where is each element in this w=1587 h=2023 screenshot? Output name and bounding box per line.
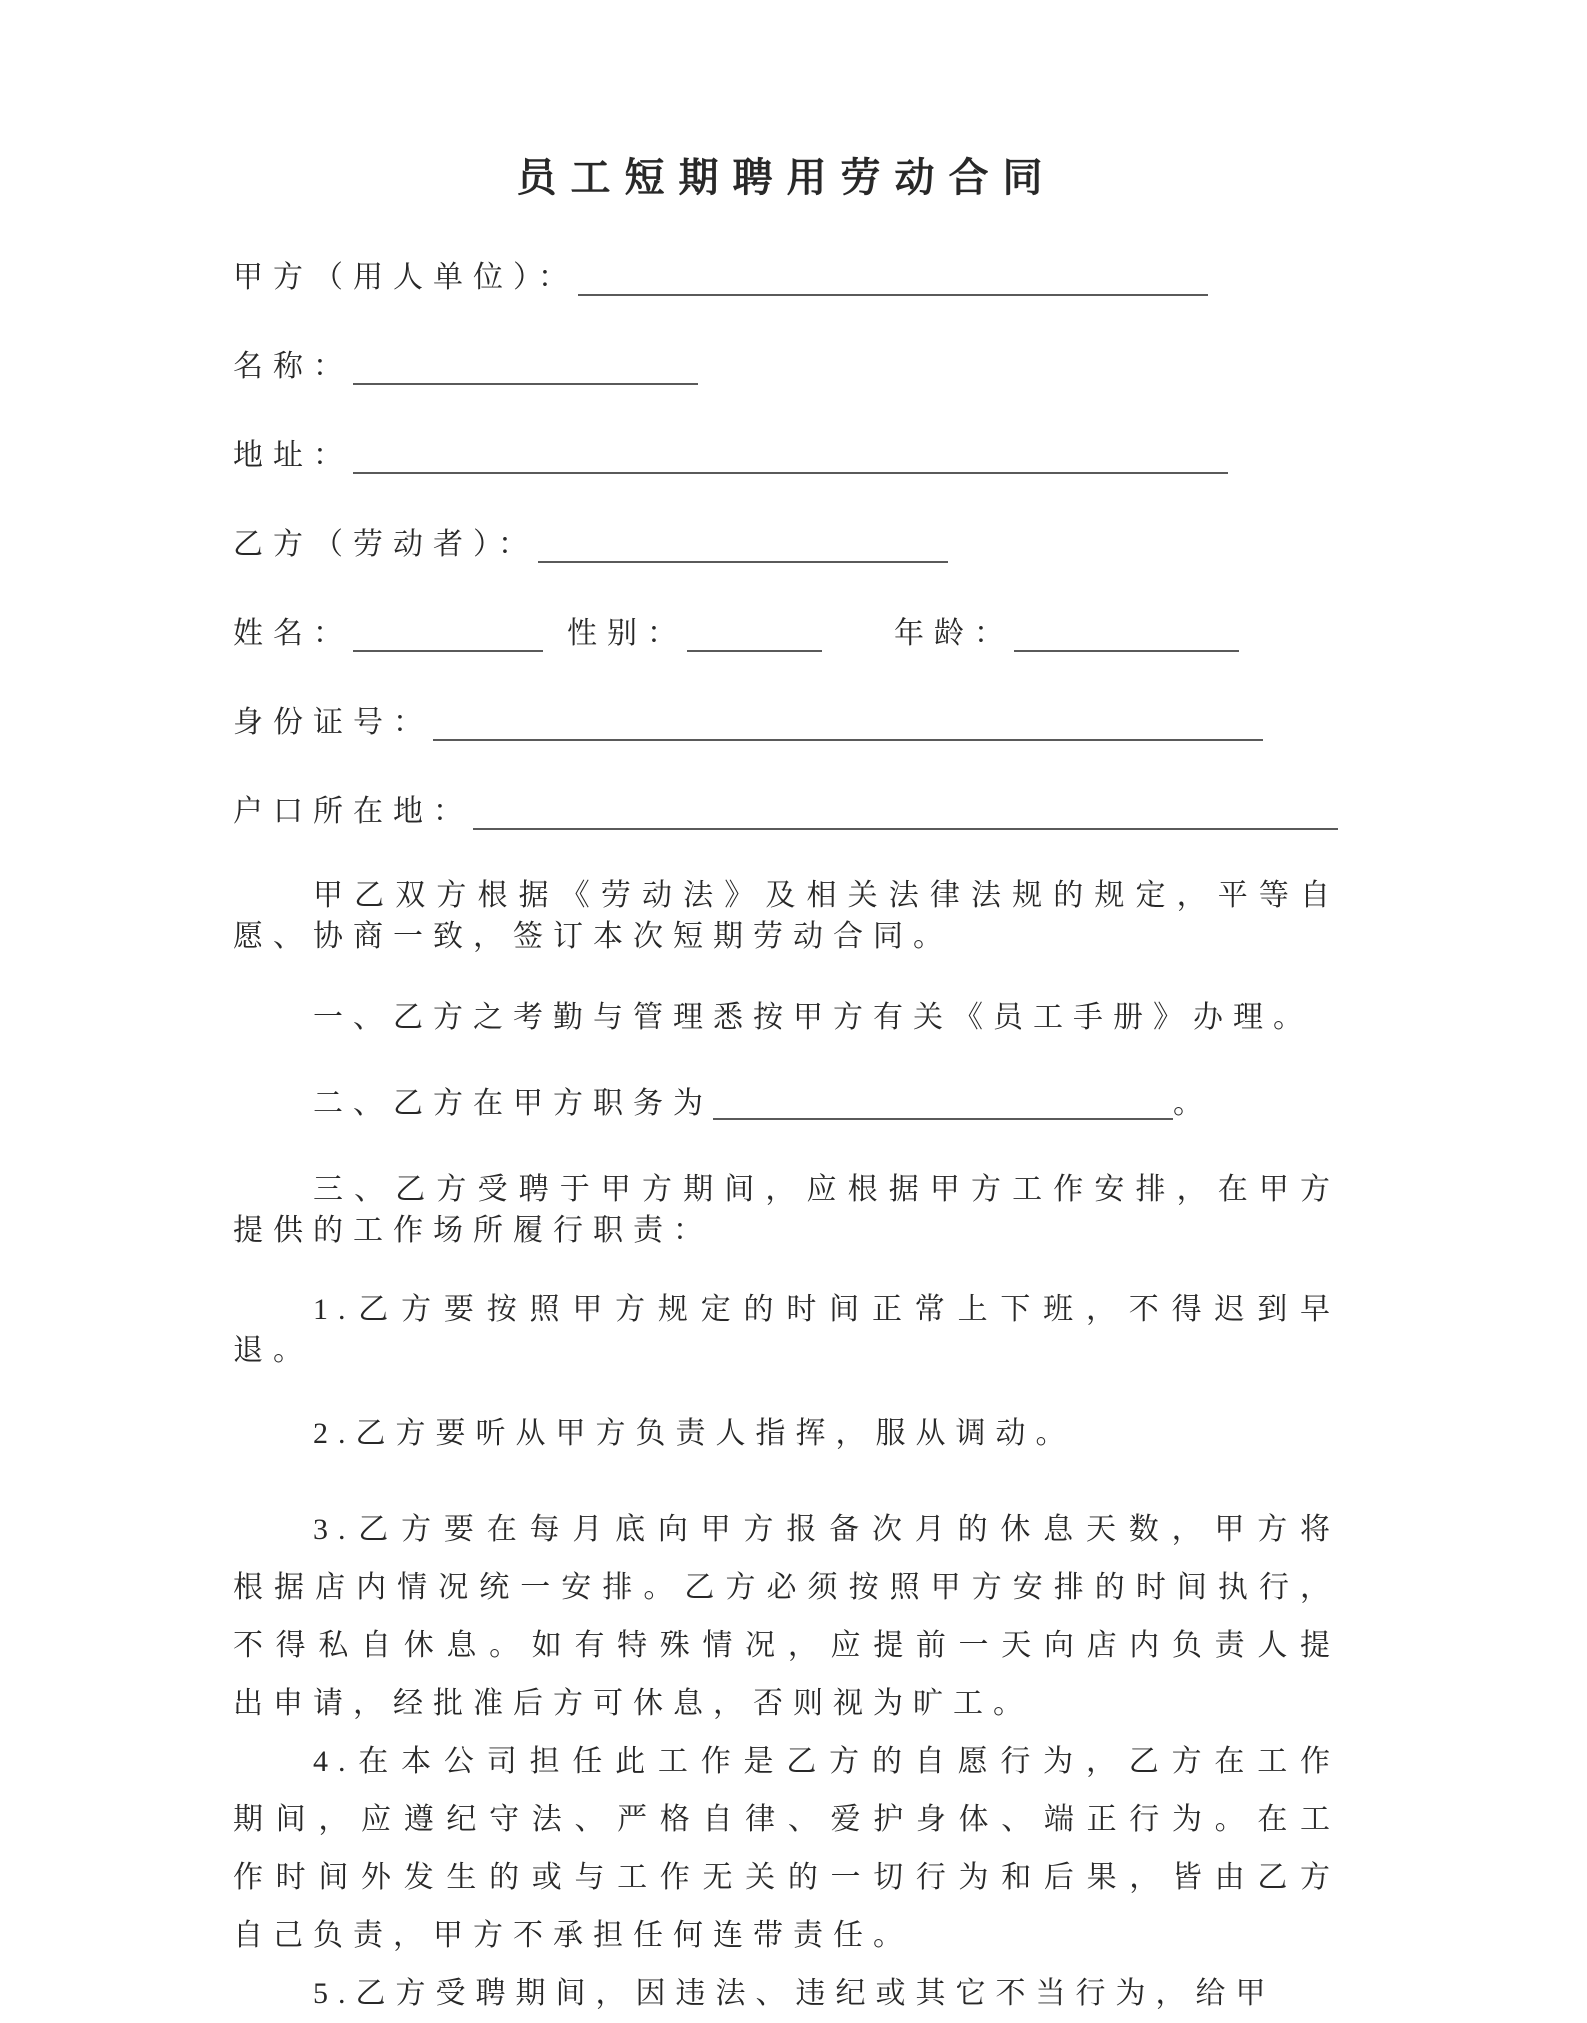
name-label: 名称： xyxy=(233,350,353,383)
field-row-name-gender-age xyxy=(233,611,1340,649)
paragraph-line: 出申请，经批准后方可休息，否则视为旷工。 xyxy=(233,1687,1033,1720)
field-row-party-a xyxy=(233,255,1340,293)
paragraph-line: 期间，应遵纪守法、严格自律、爱护身体、端正行为。在工 xyxy=(233,1803,1340,1836)
worker-name-label: 姓名： xyxy=(233,617,353,650)
item-3-paragraph xyxy=(233,1501,1340,1733)
intro-paragraph xyxy=(233,875,1340,957)
name-blank[interactable] xyxy=(353,353,698,385)
address-blank[interactable] xyxy=(353,442,1228,474)
party-a-blank[interactable] xyxy=(578,264,1208,296)
document-title: 员工短期聘用劳动合同 xyxy=(516,155,1057,200)
party-a-label: 甲方（用人单位）： xyxy=(233,261,578,294)
paragraph-line: 甲乙双方根据《劳动法》及相关法律法规的规定，平等自 xyxy=(313,879,1340,912)
clause-1-paragraph xyxy=(233,997,1340,1038)
paragraph-line: 1.乙方要按照甲方规定的时间正常上下班，不得迟到早 xyxy=(313,1293,1340,1326)
paragraph-line: 三、乙方受聘于甲方期间，应根据甲方工作安排，在甲方 xyxy=(313,1173,1340,1206)
field-row-name xyxy=(233,344,1340,382)
item-4-paragraph xyxy=(233,1733,1340,1965)
job-title-blank[interactable] xyxy=(713,1084,1173,1120)
party-b-blank[interactable] xyxy=(538,531,948,563)
clause-3-paragraph xyxy=(233,1169,1340,1251)
paragraph-line: 退。 xyxy=(233,1334,313,1367)
paragraph-line: 一、乙方之考勤与管理悉按甲方有关《员工手册》办理。 xyxy=(313,1001,1313,1034)
field-row-residence xyxy=(233,789,1340,827)
residence-blank[interactable] xyxy=(473,798,1338,830)
party-b-label: 乙方（劳动者）： xyxy=(233,528,538,561)
paragraph-line: 愿、协商一致，签订本次短期劳动合同。 xyxy=(233,920,953,953)
field-row-id-number xyxy=(233,700,1340,738)
field-row-party-b xyxy=(233,522,1340,560)
item-1-paragraph xyxy=(233,1289,1340,1371)
gender-label: 性别： xyxy=(567,617,687,650)
item-2-paragraph xyxy=(233,1413,1340,1454)
gender-blank[interactable] xyxy=(687,620,822,652)
field-row-address xyxy=(233,433,1340,471)
paragraph-line: 提供的工作场所履行职责： xyxy=(233,1214,713,1247)
address-label: 地址： xyxy=(233,439,353,472)
paragraph-line: 自己负责，甲方不承担任何连带责任。 xyxy=(233,1919,913,1952)
paragraph-line xyxy=(233,1077,1340,1124)
worker-name-blank[interactable] xyxy=(353,620,543,652)
paragraph-line: 4.在本公司担任此工作是乙方的自愿行为，乙方在工作 xyxy=(313,1745,1340,1778)
id-number-blank[interactable] xyxy=(433,709,1263,741)
id-number-label: 身份证号： xyxy=(233,706,433,739)
paragraph-line: 2.乙方要听从甲方负责人指挥，服从调动。 xyxy=(313,1417,1076,1450)
paragraph-line: 根据店内情况统一安排。乙方必须按照甲方安排的时间执行， xyxy=(233,1571,1340,1604)
item-5-paragraph xyxy=(233,1965,1340,2023)
residence-label: 户口所在地： xyxy=(233,795,473,828)
paragraph-line: 作时间外发生的或与工作无关的一切行为和后果，皆由乙方 xyxy=(233,1861,1340,1894)
clause-2-period: 。 xyxy=(1173,1087,1213,1120)
paragraph-line: 不得私自休息。如有特殊情况，应提前一天向店内负责人提 xyxy=(233,1629,1340,1662)
clause-2-text: 二、乙方在甲方职务为 xyxy=(313,1087,713,1120)
age-blank[interactable] xyxy=(1014,620,1239,652)
paragraph-line: 5.乙方受聘期间，因违法、违纪或其它不当行为，给甲 xyxy=(313,1977,1276,2010)
paragraph-line: 3.乙方要在每月底向甲方报备次月的休息天数，甲方将 xyxy=(313,1513,1340,1546)
clause-2-paragraph xyxy=(233,1077,1340,1124)
header-fields xyxy=(233,255,1340,827)
age-label: 年龄： xyxy=(894,617,1014,650)
